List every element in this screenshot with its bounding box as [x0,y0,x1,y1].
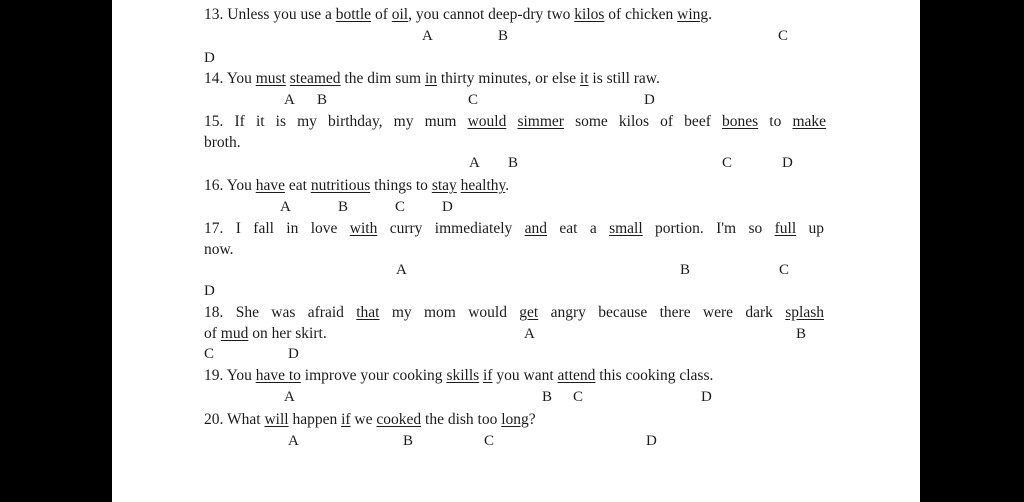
question-text: some kilos of beef [563,113,722,130]
question-text: eat [284,177,311,194]
option-letter-d: D [646,433,657,449]
question-17-continuation: now. [204,241,234,258]
underlined-option-d: mud [220,325,249,342]
option-letter-c: C [573,389,584,405]
underlined-option-a: bottle [335,6,372,23]
option-letter-d: D [782,155,793,171]
underlined-option-d: make [792,113,827,130]
option-letter-b: B [680,262,691,278]
question-19 [204,368,713,384]
question-18 [204,305,824,321]
option-letter-b: B [317,92,328,108]
question-text: You [226,177,256,194]
underlined-option-a: have to [255,367,301,384]
underlined-option-c: cooked [376,411,422,428]
question-text: is still raw. [588,70,660,87]
option-letter-b: B [508,155,519,171]
question-text: my mom would [379,304,520,321]
question-text: I fall in love [235,220,350,237]
question-text: . [708,6,713,23]
question-17 [204,221,824,237]
underlined-option-b: steamed [289,70,341,87]
option-letter-d: D [288,346,299,362]
question-text: thirty minutes, or else [437,70,580,87]
underlined-option-d: attend [557,367,596,384]
question-15 [204,114,826,130]
underlined-option-c: small [609,220,643,237]
question-13 [204,7,712,23]
option-letter-d: D [644,92,655,108]
question-16 [204,178,509,194]
question-text: things to [370,177,432,194]
underlined-option-d: long [501,411,529,428]
option-letter-c: C [468,92,479,108]
underlined-option-c: stay [431,177,457,194]
question-20 [204,412,536,428]
underlined-option-c: bones [721,113,759,130]
underlined-option-a: with [349,220,378,237]
underlined-option-c: if [483,367,493,384]
question-text: the dim sum [340,70,425,87]
question-text: angry because there were dark [538,304,786,321]
underlined-option-b: simmer [517,113,564,130]
question-number: 19. [204,367,224,384]
underlined-option-a: will [264,411,289,428]
question-text: we [350,411,377,428]
option-letter-a: A [469,155,480,171]
underlined-option-a: that [356,304,380,321]
option-letter-c: C [395,199,406,215]
question-text: on her skirt. [248,325,327,342]
question-text: the dish too [421,411,502,428]
option-letter-c: C [204,346,215,362]
option-letter-b: B [796,326,807,342]
question-text: of chicken [604,6,678,23]
option-letter-b: B [338,199,349,215]
question-text: Unless you use a [227,6,336,23]
underlined-option-a: would [467,113,507,130]
question-text: of [371,6,392,23]
option-letter-a: A [524,326,535,342]
question-number: 14. [204,70,224,87]
underlined-option-d: it [579,70,589,87]
question-text: You [226,367,256,384]
question-text: this cooking class. [595,367,714,384]
option-letter-a: A [396,262,407,278]
question-number: 18. [204,304,224,321]
question-text: up [796,220,825,237]
option-letter-a: A [288,433,299,449]
underlined-option-d: full [774,220,797,237]
option-letter-d: D [701,389,712,405]
option-letter-a: A [284,389,295,405]
option-letter-a: A [284,92,295,108]
question-text: You [226,70,256,87]
question-number: 17. [204,220,224,237]
question-text: eat a [547,220,610,237]
question-number: 16. [204,177,224,194]
question-text: you want [492,367,558,384]
worksheet-page [112,0,920,502]
underlined-option-a: must [255,70,286,87]
option-letter-a: A [422,28,433,44]
option-letter-c: C [778,28,789,44]
option-letter-b: B [542,389,553,405]
question-number: 15. [204,113,224,130]
question-15-continuation: broth. [204,134,241,151]
option-letter-c: C [484,433,495,449]
option-letter-a: A [280,199,291,215]
option-letter-d: D [204,50,215,66]
question-text: improve your cooking [300,367,447,384]
question-text: of [204,325,221,342]
question-14 [204,71,660,87]
underlined-option-b: and [524,220,548,237]
question-text: portion. I'm so [642,220,775,237]
option-letter-b: B [498,28,509,44]
underlined-option-b: get [519,304,539,321]
question-text: happen [288,411,342,428]
option-letter-d: D [204,283,215,299]
question-text: curry immediately [377,220,525,237]
question-text: . [505,177,510,194]
question-text: , you cannot deep-dry two [408,6,575,23]
question-number: 13. [204,6,224,23]
question-text: What [226,411,265,428]
underlined-option-b: nutritious [310,177,371,194]
option-letter-c: C [779,262,790,278]
question-text: ? [528,411,536,428]
question-text: If it is my birthday, my mum [234,113,468,130]
underlined-option-a: have [255,177,285,194]
option-letter-c: C [722,155,733,171]
option-letter-b: B [403,433,414,449]
question-number: 20. [204,411,224,428]
underlined-option-d: healthy [460,177,506,194]
question-text: She was afraid [235,304,357,321]
underlined-option-b: skills [446,367,480,384]
underlined-option-b: if [341,411,351,428]
underlined-option-d: wing [677,6,709,23]
question-text [506,113,517,130]
question-18-continuation [204,326,327,342]
question-text: to [758,113,793,130]
underlined-option-c: kilos [574,6,605,23]
underlined-option-b: oil [391,6,409,23]
underlined-option-c: splash [785,304,825,321]
underlined-option-c: in [424,70,437,87]
option-letter-d: D [442,199,453,215]
